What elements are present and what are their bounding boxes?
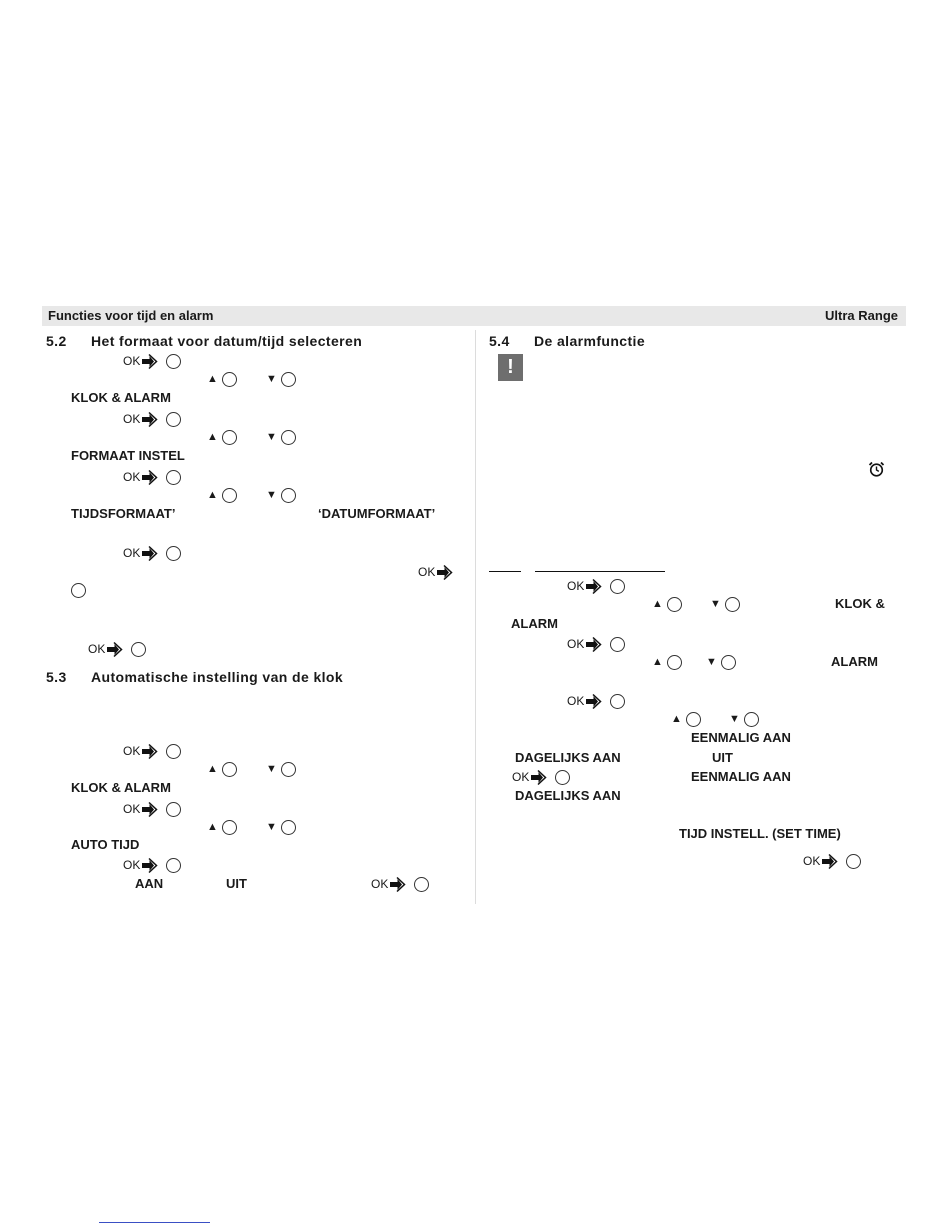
option-eenmalig-aan: EENMALIG AAN [691,769,791,784]
menu-label-alarm: ALARM [511,616,558,631]
ok-enter-icon [530,769,548,786]
ok-enter-icon [585,578,603,595]
section-number: 5.2 [46,333,67,349]
menu-label-tijd-instell: TIJD INSTELL. (SET TIME) [679,826,841,841]
section-5-3-heading [46,669,343,685]
ok-enter-icon [436,564,454,581]
page-header [42,306,906,326]
option-eenmalig-aan: EENMALIG AAN [691,730,791,745]
section-title: Automatische instelling van de klok [91,669,344,685]
option-aan: AAN [135,876,164,891]
column-divider [475,330,476,904]
ok-enter-icon [141,411,159,428]
ok-enter-icon [141,545,159,562]
ok-enter-icon [106,641,124,658]
down-key: ▼ [706,653,736,671]
menu-label-klok-alarm: KLOK & ALARM [71,390,171,405]
section-title: Het formaat voor datum/tijd selecteren [91,333,363,349]
menu-label-tijdsformaat: TIJDSFORMAAT’ [71,506,176,521]
up-key: ▲ [671,710,701,728]
ok-key: OK [512,768,570,786]
down-key: ▼ [266,760,296,778]
ok-key: OK [123,544,181,562]
ok-enter-icon [141,857,159,874]
down-key: ▼ [266,370,296,388]
menu-label-formaat-instel: FORMAAT INSTEL [71,448,185,463]
section-5-2-heading [46,333,362,349]
up-key: ▲ [207,428,237,446]
ok-key: OK [418,563,454,581]
ok-key: OK [123,352,181,370]
ok-enter-icon [821,853,839,870]
ok-key: OK [567,577,625,595]
menu-label-auto-tijd: AUTO TIJD [71,837,140,852]
menu-label-datumformaat: ‘DATUMFORMAAT’ [318,506,436,521]
ok-key: OK [371,875,429,893]
option-uit: UIT [712,750,733,765]
down-key: ▼ [266,428,296,446]
menu-label-alarm: ALARM [831,654,878,669]
ok-key: OK [123,856,181,874]
alarm-clock-icon [868,461,885,478]
ok-key: OK [123,410,181,428]
section-5-4-heading [489,333,645,349]
ok-enter-icon [585,693,603,710]
down-key: ▼ [710,595,740,613]
warning-icon: ! [498,354,523,381]
ok-key: OK [803,852,861,870]
ok-enter-icon [585,636,603,653]
ok-enter-icon [141,469,159,486]
up-key: ▲ [652,595,682,613]
header-product-name: Ultra Range [825,308,898,323]
underline-rule [489,571,521,572]
ok-key: OK [123,742,181,760]
section-number: 5.4 [489,333,510,349]
section-number: 5.3 [46,669,67,685]
down-key: ▼ [729,710,759,728]
up-key: ▲ [207,760,237,778]
option-dagelijks-aan: DAGELIJKS AAN [515,788,621,803]
option-uit: UIT [226,876,247,891]
up-key: ▲ [207,486,237,504]
underline-rule [535,571,665,572]
down-key: ▼ [266,818,296,836]
up-key: ▲ [652,653,682,671]
footer-rule [99,1222,210,1223]
up-key: ▲ [207,370,237,388]
ok-enter-icon [389,876,407,893]
ok-key: OK [88,640,146,658]
option-dagelijks-aan: DAGELIJKS AAN [515,750,621,765]
ok-key: OK [567,692,625,710]
down-key: ▼ [266,486,296,504]
ok-key: OK [567,635,625,653]
ok-enter-icon [141,353,159,370]
section-title: De alarmfunctie [534,333,646,349]
menu-label-klok-alarm: KLOK & ALARM [71,780,171,795]
header-chapter-title: Functies voor tijd en alarm [48,308,214,323]
menu-label-klok: KLOK & [835,596,885,611]
ok-enter-icon [141,743,159,760]
up-key: ▲ [207,818,237,836]
ok-key: OK [123,800,181,818]
key-circle [71,583,86,598]
ok-enter-icon [141,801,159,818]
ok-key: OK [123,468,181,486]
